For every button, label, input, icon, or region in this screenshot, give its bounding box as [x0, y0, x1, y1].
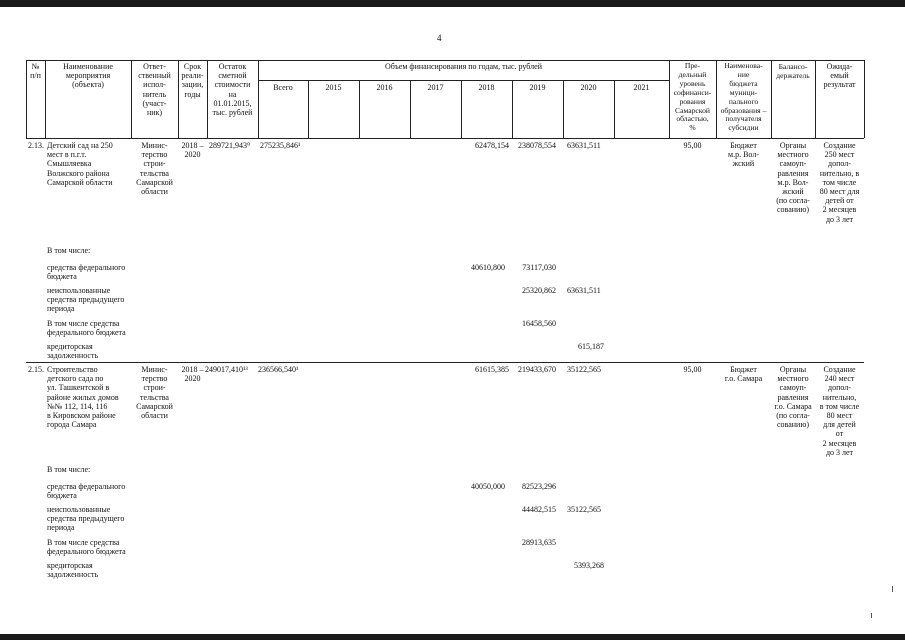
header-term: Срок реали- зации, годы: [181, 62, 204, 99]
header-year: 2021: [633, 83, 650, 92]
page-number: 4: [437, 33, 442, 43]
funding-subheader-line: [258, 80, 669, 81]
row-budget: Бюджет г.о. Самара: [724, 365, 763, 384]
row-2019: 219433,670: [518, 365, 556, 374]
row-num: 2.15.: [28, 365, 44, 374]
sub-2018: 40610,800: [471, 263, 505, 272]
row-num: 2.13.: [28, 141, 44, 150]
row-2018: 61615,385: [475, 365, 509, 374]
sub-2020: 35122,565: [567, 505, 601, 514]
header-funding-title: Объем финансирования по годам, тыс. рублей: [385, 62, 542, 71]
sub-name: В том числе средства федерального бюджета: [47, 538, 126, 557]
row-2018: 62478,154: [475, 141, 509, 150]
header-holder: Балансо- держатель: [776, 62, 810, 81]
sub-name: неиспользованные средства предыдущего периода: [47, 505, 125, 533]
row-name: Строительство детского сада по ул. Ташкентской в районе жилых домов №№ 112, 114, 116 в Кировском районе города Самара: [47, 365, 119, 430]
col-line: [258, 60, 259, 138]
sub-name: кредиторская задолженность: [47, 342, 99, 361]
sub-2019: 28913,635: [522, 538, 556, 547]
header-cofinancing: Пре- дельный уровень софинанси- рования Самарской областью, %: [673, 61, 712, 133]
header-year: 2018: [478, 83, 495, 92]
header-total: Всего: [273, 83, 293, 92]
col-line: [864, 60, 865, 138]
header-year: 2017: [427, 83, 444, 92]
sub-2019: 16458,560: [522, 319, 556, 328]
row-result: Создание 250 мест допол- нительно, в том числе 80 мест для детей от 2 месяцев до 3 лет: [819, 141, 860, 224]
including-label: В том числе:: [47, 246, 91, 255]
row-separator-line: [26, 362, 864, 363]
header-remainder: Остаток сметной стоимости на 01.01.2015, тыс. рублей: [212, 62, 253, 118]
row-remainder: 249017,410¹³: [205, 365, 248, 374]
header-num: № п/п: [30, 62, 41, 81]
row-cofinancing: 95,00: [683, 365, 702, 374]
sub-name: неиспользованные средства предыдущего периода: [47, 286, 125, 314]
row-term: 2018 – 2020: [181, 365, 204, 384]
including-label: В том числе:: [47, 465, 91, 474]
row-executor: Минис- терство строи- тельства Самарской области: [136, 141, 173, 197]
row-2020: 35122,565: [567, 365, 601, 374]
row-2019: 238078,554: [518, 141, 556, 150]
row-total: 275235,846¹: [260, 141, 301, 150]
scan-bottom-border: [0, 634, 905, 640]
row-result: Создание 240 мест допол- нительно, в том числе 80 мест для детей от 2 месяцев до 3 лет: [819, 365, 860, 457]
row-cofinancing: 95,00: [683, 141, 702, 150]
scan-mark: [871, 613, 872, 618]
sub-name: кредиторская задолженность: [47, 561, 99, 580]
sub-name: средства федерального бюджета: [47, 482, 126, 501]
sub-2019: 44482,515: [522, 505, 556, 514]
sub-2019: 25320,862: [522, 286, 556, 295]
header-year: 2019: [529, 83, 546, 92]
row-budget: Бюджет м.р. Вол- жский: [728, 141, 759, 169]
row-name: Детский сад на 250 мест в п.г.т. Смышляевка Волжского района Самарской области: [47, 141, 113, 187]
header-budget: Наименова- ние бюджета муници- пального образования – получателя субсидии: [720, 61, 767, 133]
header-executor: Ответ- ственный испол- нитель (участ- ник): [138, 62, 171, 118]
header-year: 2015: [325, 83, 342, 92]
scan-mark: [892, 586, 893, 592]
sub-2018: 40050,000: [471, 482, 505, 491]
sub-2019: 82523,296: [522, 482, 556, 491]
row-term: 2018 – 2020: [181, 141, 204, 160]
sub-2020: 5393,268: [574, 561, 604, 570]
row-remainder: 289721,943⁹: [209, 141, 250, 150]
sub-name: В том числе средства федерального бюджета: [47, 319, 126, 338]
sub-2020: 615,187: [578, 342, 604, 351]
sub-2019: 73117,030: [522, 263, 556, 272]
header-bottom-line: [26, 138, 864, 139]
row-holder: Органы местного самоуп- равления г.о. Самара (по согла- сованию): [774, 365, 812, 430]
sub-2020: 63631,511: [567, 286, 601, 295]
sub-name: средства федерального бюджета: [47, 263, 126, 282]
header-year: 2020: [580, 83, 597, 92]
header-result: Ожида- емый результат: [823, 62, 856, 90]
row-holder: Органы местного самоуп- равления м.р. Вол- жский (по согла- сованию): [776, 141, 810, 215]
scan-top-border: [0, 0, 905, 7]
header-name: Наименование мероприятия (объекта): [63, 62, 113, 90]
row-2020: 63631,511: [567, 141, 601, 150]
row-total: 236566,540¹: [258, 365, 299, 374]
header-year: 2016: [376, 83, 393, 92]
row-executor: Минис- терство строи- тельства Самарской области: [136, 365, 173, 421]
